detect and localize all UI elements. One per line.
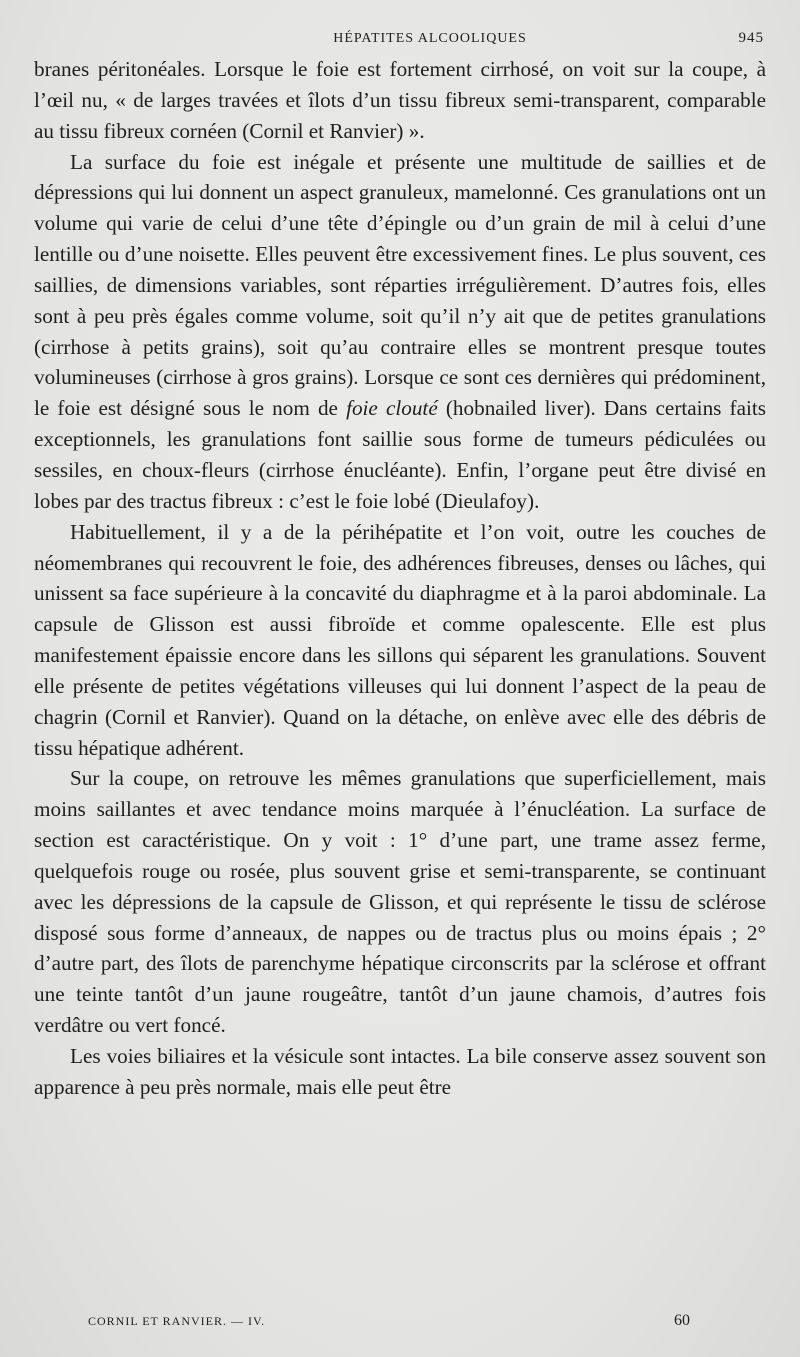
paragraph-text: Les voies biliaires et la vésicule sont intactes. La bile conserve assez souvent son apparence à peu près normale, mais elle peut être: [34, 1044, 766, 1099]
paragraph-p4: [34, 763, 766, 1041]
paragraph-p1: [34, 54, 766, 147]
signature-mark: 60: [674, 1312, 690, 1329]
paragraph-p2: [34, 147, 766, 517]
paragraph-text: La surface du foie est inégale et présente une multitude de saillies et de dépressions qui lui donnent un aspect granuleux, mamelonné. Ces granulations ont un volume qui varie de celui d’une tête d’épingle ou d’un grain de mil à celui d’une lentille ou d’une noisette. Elles peuvent être excessivement fines. Le plus souvent, ces saillies, de dimensions variables, sont réparties irrégulièrement. D’autres fois, elles sont à peu près égales comme volume, soit qu’il n’y ait que de petites granulations (cirrhose à petits grains), soit qu’au contraire elles se montrent presque toutes volumineuses (cirrhose à gros grains). Lorsque ce sont ces dernières qui prédominent, le foie est désigné sous le nom de: [34, 149, 766, 421]
paragraph-text: branes péritonéales. Lorsque le foie est fortement cirrhosé, on voit sur la coupe, à l’œil nu, « de larges travées et îlots d’un tissu fibreux semi-transparent, comparable au tissu fibreux cornéen (Cornil et Ranvier) ».: [34, 57, 766, 143]
signature-line: CORNIL ET RANVIER. — IV.: [88, 1314, 266, 1328]
paragraph-text: Sur la coupe, on retrouve les mêmes granulations que superficiellement, mais moins saillantes et avec tendance moins marquée à l’énucléation. La surface de section est caractéristique. On y voit : 1° d’une part, une trame assez ferme, quelquefois rouge ou rosée, plus souvent grise et semi-transparente, se continuant avec les dépressions de la capsule de Glisson, et qui représente le tissu de sclérose disposé sous forme d’anneaux, de nappes ou de tractus plus ou moins épais ; 2° d’autre part, des îlots de parenchyme hépatique circonscrits par la sclérose et offrant une teinte tantôt d’un jaune rougeâtre, tantôt d’un jaune chamois, d’autres fois verdâtre ou vert foncé.: [34, 766, 766, 1038]
running-head: [34, 30, 766, 52]
paragraph-text: (hobnailed liver). Dans certains faits exceptionnels, les granulations font saillie sous forme de tumeurs pédiculées ou sessiles, en choux-fleurs (cirrhose énucléante). Enfin, l’organe peut être divisé en lobes par des tractus fibreux : c’est le foie lobé (Dieulafoy).: [34, 396, 767, 513]
paragraph-text: Habituellement, il y a de la périhépatite et l’on voit, outre les couches de néomembranes qui recouvrent le foie, des adhérences fibreuses, denses ou lâches, qui unissent sa face supérieure à la concavité du diaphragme et à la paroi abdominale. La capsule de Glisson est aussi fibroïde et comme opalescente. Elle est plus manifestement épaissie encore dans les sillons qui séparent les granulations. Souvent elle présente de petites végétations villeuses qui lui donnent l’aspect de la peau de chagrin (Cornil et Ranvier). Quand on la détache, on enlève avec elle des débris de tissu hépatique adhérent.: [34, 519, 766, 760]
paragraph-p3: [34, 517, 766, 764]
running-head-title: HÉPATITES ALCOOLIQUES: [333, 31, 527, 46]
page-number: 945: [738, 30, 764, 46]
body-text: [34, 54, 766, 1103]
page-footer: [88, 1312, 690, 1330]
paragraph-p5: [34, 1041, 766, 1103]
italic-term: foie clouté: [346, 396, 438, 421]
